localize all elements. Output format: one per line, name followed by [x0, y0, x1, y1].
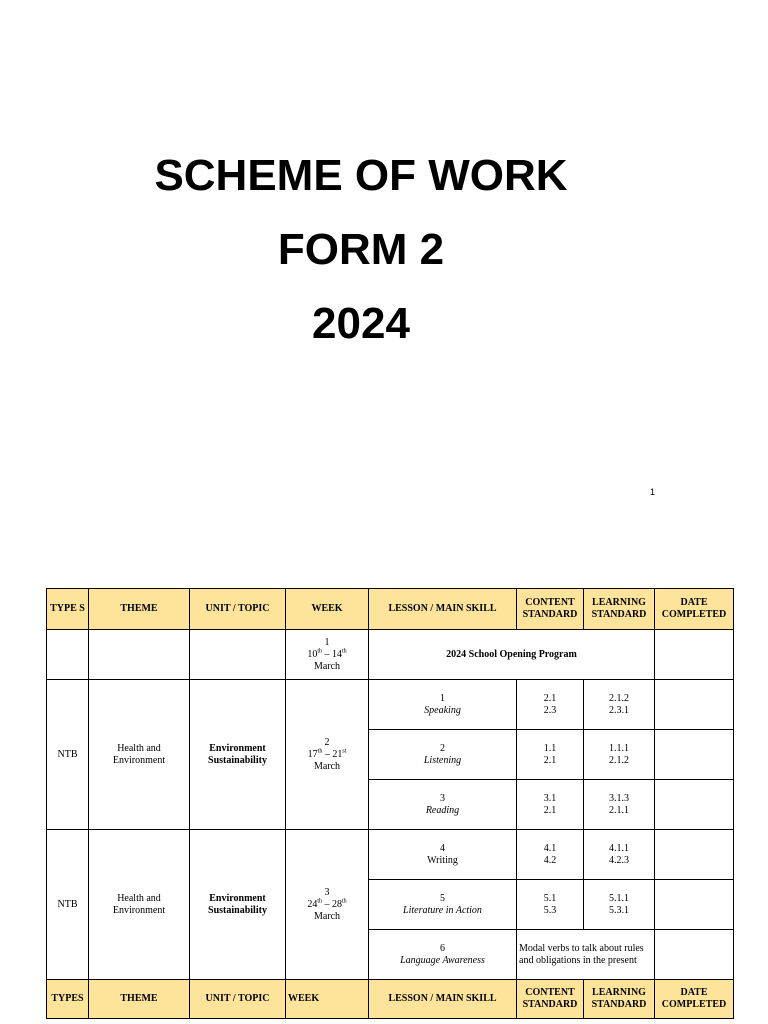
ls-value: 1.1.1: [609, 742, 629, 754]
ls-value: 5.3.1: [609, 904, 629, 916]
document-title: SCHEME OF WORK: [154, 151, 568, 200]
date-completed-cell: [655, 630, 734, 680]
footer-learning-standard: LEARNING STANDARD: [584, 980, 655, 1019]
unit-cell: Environment Sustainability: [190, 680, 286, 830]
content-standard-cell: [517, 780, 584, 830]
date-start: 24: [307, 898, 318, 910]
learning-standard-cell: [584, 780, 655, 830]
header-theme: THEME: [89, 589, 190, 630]
lesson-cell: [369, 680, 517, 730]
opening-row: [47, 630, 734, 680]
table-footer-row: [47, 980, 734, 1019]
ordinal-suffix: th: [317, 898, 322, 905]
form-title: FORM 2: [277, 225, 445, 274]
scheme-table: [46, 588, 734, 1019]
lesson-number: 1: [440, 692, 445, 704]
cs-value: 5.1: [543, 892, 557, 904]
lesson-cell: [369, 830, 517, 880]
ls-value: 2.1.2: [609, 692, 629, 704]
lesson-note: Modal verbs to talk about rules and obligations in the present: [517, 930, 655, 980]
lesson-skill: Literature in Action: [403, 904, 482, 916]
date-completed-cell: [655, 680, 734, 730]
opening-program: 2024 School Opening Program: [369, 630, 655, 680]
learning-standard-cell: [584, 880, 655, 930]
footer-content-standard: CONTENT STANDARD: [517, 980, 584, 1019]
ordinal-suffix: st: [342, 748, 347, 755]
year-title: 2024: [312, 299, 410, 348]
cs-value: 5.3: [543, 904, 557, 916]
lesson-skill: Listening: [423, 754, 462, 766]
type-cell: NTB: [47, 830, 89, 980]
cs-value: 2.3: [543, 704, 557, 716]
week-number: 3: [324, 886, 330, 898]
date-completed-cell: [655, 730, 734, 780]
footer-theme: THEME: [89, 980, 190, 1019]
cs-value: 1.1: [543, 742, 557, 754]
cs-value: 4.2: [543, 854, 557, 866]
learning-standard-cell: [584, 680, 655, 730]
header-unit: UNIT / TOPIC: [190, 589, 286, 630]
lesson-number: 5: [440, 892, 445, 904]
date-completed-cell: [655, 830, 734, 880]
cs-value: 2.1: [543, 692, 557, 704]
lesson-skill: Reading: [425, 804, 460, 816]
empty-cell: [47, 630, 89, 680]
lesson-number: 6: [440, 942, 445, 954]
ls-value: 3.1.3: [609, 792, 629, 804]
lesson-number: 3: [440, 792, 445, 804]
ls-value: 4.1.1: [609, 842, 629, 854]
empty-cell: [190, 630, 286, 680]
lesson-skill: Writing: [427, 854, 458, 866]
learning-standard-cell: [584, 830, 655, 880]
date-end: 21: [332, 748, 343, 760]
header-content-standard: CONTENT STANDARD: [517, 589, 584, 630]
date-completed-cell: [655, 780, 734, 830]
week-cell: 1 10th – 14th March: [286, 630, 369, 680]
header-lesson: LESSON / MAIN SKILL: [369, 589, 517, 630]
header-week: WEEK: [286, 589, 369, 630]
header-learning-standard: LEARNING STANDARD: [584, 589, 655, 630]
theme-cell: Health and Environment: [89, 680, 190, 830]
lesson-skill: Speaking: [424, 704, 461, 716]
page-number: 1: [650, 487, 656, 497]
ls-value: 5.1.1: [609, 892, 629, 904]
week-month: March: [313, 660, 341, 672]
table-header-row: [47, 589, 734, 630]
footer-unit: UNIT / TOPIC: [190, 980, 286, 1019]
date-end: 28: [332, 898, 342, 910]
header-date-completed: DATE COMPLETED: [655, 589, 734, 630]
ordinal-suffix: th: [317, 748, 323, 755]
date-completed-cell: [655, 880, 734, 930]
ls-value: 2.1.1: [609, 804, 629, 816]
cs-value: 4.1: [543, 842, 557, 854]
lesson-row: [47, 830, 734, 880]
ls-value: 4.2.3: [609, 854, 629, 866]
cs-value: 2.1: [543, 754, 557, 766]
week-cell: 3 24th – 28th March: [286, 830, 369, 980]
type-cell: NTB: [47, 680, 89, 830]
week-number: 2: [324, 736, 330, 748]
week-month: March: [313, 760, 341, 772]
theme-cell: Health and Environment: [89, 830, 190, 980]
content-standard-cell: [517, 880, 584, 930]
ordinal-suffix: th: [342, 648, 347, 655]
ordinal-suffix: th: [317, 648, 322, 655]
footer-lesson: LESSON / MAIN SKILL: [369, 980, 517, 1019]
footer-date-completed: DATE COMPLETED: [655, 980, 734, 1019]
lesson-cell: [369, 780, 517, 830]
ls-value: 2.1.2: [609, 754, 629, 766]
lesson-skill: Language Awareness: [400, 954, 485, 966]
date-start: 17: [307, 748, 318, 760]
lesson-number: 4: [440, 842, 445, 854]
footer-types: TYPES: [47, 980, 89, 1019]
ordinal-suffix: th: [342, 898, 347, 905]
header-types: TYPE S: [47, 589, 89, 630]
date-completed-cell: [655, 930, 734, 980]
ls-value: 2.3.1: [609, 704, 629, 716]
cs-value: 3.1: [543, 792, 557, 804]
lesson-row: [47, 680, 734, 730]
content-standard-cell: [517, 730, 584, 780]
date-end: 14: [332, 648, 342, 660]
footer-week: WEEK: [286, 980, 369, 1019]
week-month: March: [313, 910, 341, 922]
week-cell: 2 17th – 21st March: [286, 680, 369, 830]
week-number: 1: [324, 636, 330, 648]
lesson-cell: [369, 930, 517, 980]
content-standard-cell: [517, 830, 584, 880]
empty-cell: [89, 630, 190, 680]
content-standard-cell: [517, 680, 584, 730]
cs-value: 2.1: [543, 804, 557, 816]
date-start: 10: [307, 648, 318, 660]
lesson-cell: [369, 880, 517, 930]
lesson-cell: [369, 730, 517, 780]
unit-cell: Environment Sustainability: [190, 830, 286, 980]
learning-standard-cell: [584, 730, 655, 780]
lesson-number: 2: [440, 742, 445, 754]
